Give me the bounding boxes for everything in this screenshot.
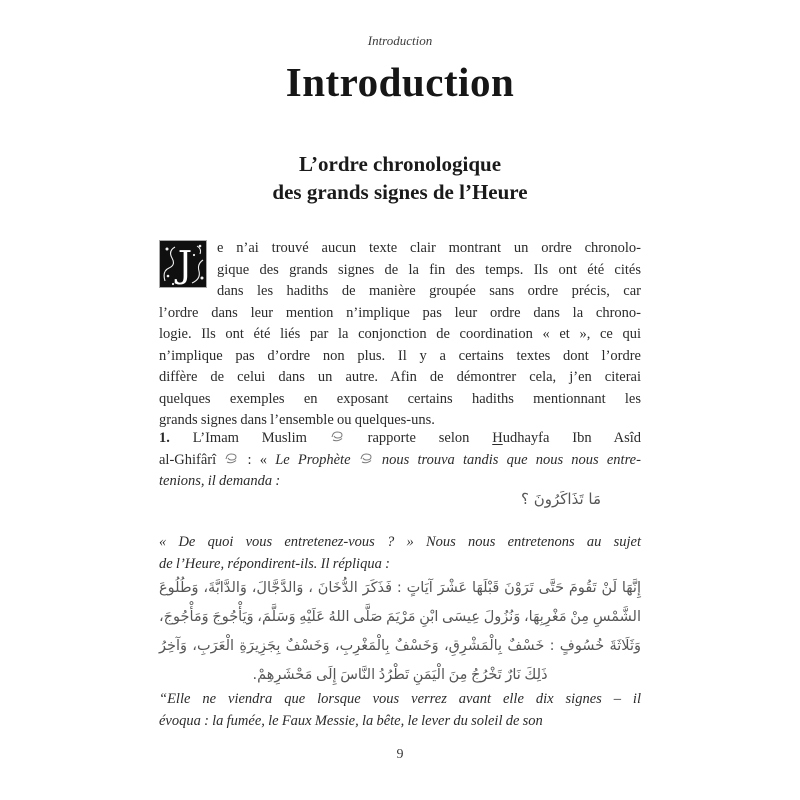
- quote-text: nous trouva tandis que nous nous entre-: [381, 451, 641, 468]
- dropcap-letter: J: [177, 245, 193, 286]
- text-line: ذَلِكَ نَارٌ تَخْرُجُ مِنَ الْيَمَنِ تَطْرُدُ النَّاسَ إِلَى مَحْشَرِهِمْ.: [252, 667, 548, 683]
- subtitle-line-2: des grands signes de l’Heure: [272, 180, 528, 204]
- subtitle-line-1: L’ordre chronologique: [298, 152, 502, 176]
- ornamental-initial-icon: [159, 240, 207, 288]
- text-line: الشَّمْسِ مِنْ مَغْرِبِهَا، وَنُزُولَ عِيسَى ابْنِ مَرْيَمَ صَلَّى اللهُ عَلَيْهِ وَسَلَّمَ، وَيَأْجُوجَ وَمَأْجُوجَ،: [159, 609, 641, 625]
- text-line: e n’ai trouvé aucun texte clair montrant un ordre chronolo-: [217, 240, 641, 256]
- text-line: grands signes dans l’ensemble ou quelques-uns.: [159, 412, 435, 428]
- text-line: gique des grands signes de la fin des temps. Ils ont été cités: [217, 261, 641, 278]
- running-header: Introduction: [367, 33, 433, 48]
- text-line: diffère de celui dans un autre. Afin de démontrer cela, j’en citerai: [159, 369, 641, 385]
- punctuation: : «: [247, 451, 268, 468]
- arabic-question: مَا تَذَاكَرُونَ ؟: [521, 490, 601, 508]
- sallallahu-alayhi-wa-sallam-icon: [359, 450, 374, 462]
- radiallahu-anhu-icon: [224, 450, 239, 462]
- page-number: 9: [396, 747, 404, 762]
- text-line: l’ordre dans leur mention n’implique pas leur ordre dans la chrono-: [159, 304, 641, 321]
- text-line: évoqua : la fumée, le Faux Messie, la bête, le lever du soleil de son: [159, 712, 543, 729]
- text-line: إِنَّهَا لَنْ تَقُومَ حَتَّى تَرَوْنَ قَبْلَهَا عَشْرَ آيَاتٍ : فَذَكَرَ الدُّخَانَ ، وَالدَّجَّالَ، وَالدَّابَّةَ، وَطُلُوعَ: [159, 580, 641, 596]
- text-line: quelques exemples en exposant certains hadiths mentionnant les: [159, 390, 641, 407]
- intro-lines: [159, 238, 641, 432]
- text-line: n’implique pas d’ordre non plus. Il y a certains textes dont l’ordre: [159, 347, 641, 364]
- page-title: Introduction: [285, 59, 515, 105]
- narrator-text: udhayfa Ibn Asîd: [502, 430, 642, 446]
- translation-paragraph: [159, 689, 641, 732]
- quote-text: Le Prophète: [275, 451, 351, 468]
- text-line: وَثَلَاثَةَ خُسُوفٍ : خَسْفٌ بِالْمَشْرِقِ، وَخَسْفٌ بِالْمَغْرِبِ، وَخَسْفٌ بِجَزِيرَةِ الْعَرَبِ، وَآخِرُ: [159, 638, 641, 654]
- narrator-text: al-Ghifârî: [159, 451, 217, 468]
- text-line: « De quoi vous entretenez-vous ? » Nous nous entretenons au sujet: [159, 534, 641, 550]
- text-line: de l’Heure, répondirent-ils. Il répliqua :: [159, 555, 390, 572]
- arabic-hadith-block: [159, 574, 641, 690]
- quote-text: tenions, il demanda :: [159, 473, 281, 489]
- narrator-text: rapporte selon: [367, 430, 470, 446]
- intro-paragraph: [159, 238, 641, 432]
- narrator-text: L’Imam Muslim: [192, 430, 307, 446]
- hadith-intro-line-2: [159, 450, 641, 472]
- underlined-letter: H: [492, 430, 503, 446]
- rahimahullah-icon: [330, 428, 345, 440]
- hadith-number: 1.: [159, 430, 170, 446]
- hadith-intro-paragraph: [159, 428, 641, 493]
- hadith-intro-line-1: [159, 428, 641, 450]
- text-line: dans les hadiths de manière groupée sans ordre précis, car: [217, 283, 641, 299]
- text-line: “Elle ne viendra que lorsque vous verrez avant elle dix signes – il: [159, 691, 641, 707]
- french-reply-paragraph: [159, 532, 641, 575]
- text-line: logie. Ils ont été liés par la conjonction de coordination « et », ce qui: [159, 326, 641, 342]
- section-subtitle: [0, 150, 800, 206]
